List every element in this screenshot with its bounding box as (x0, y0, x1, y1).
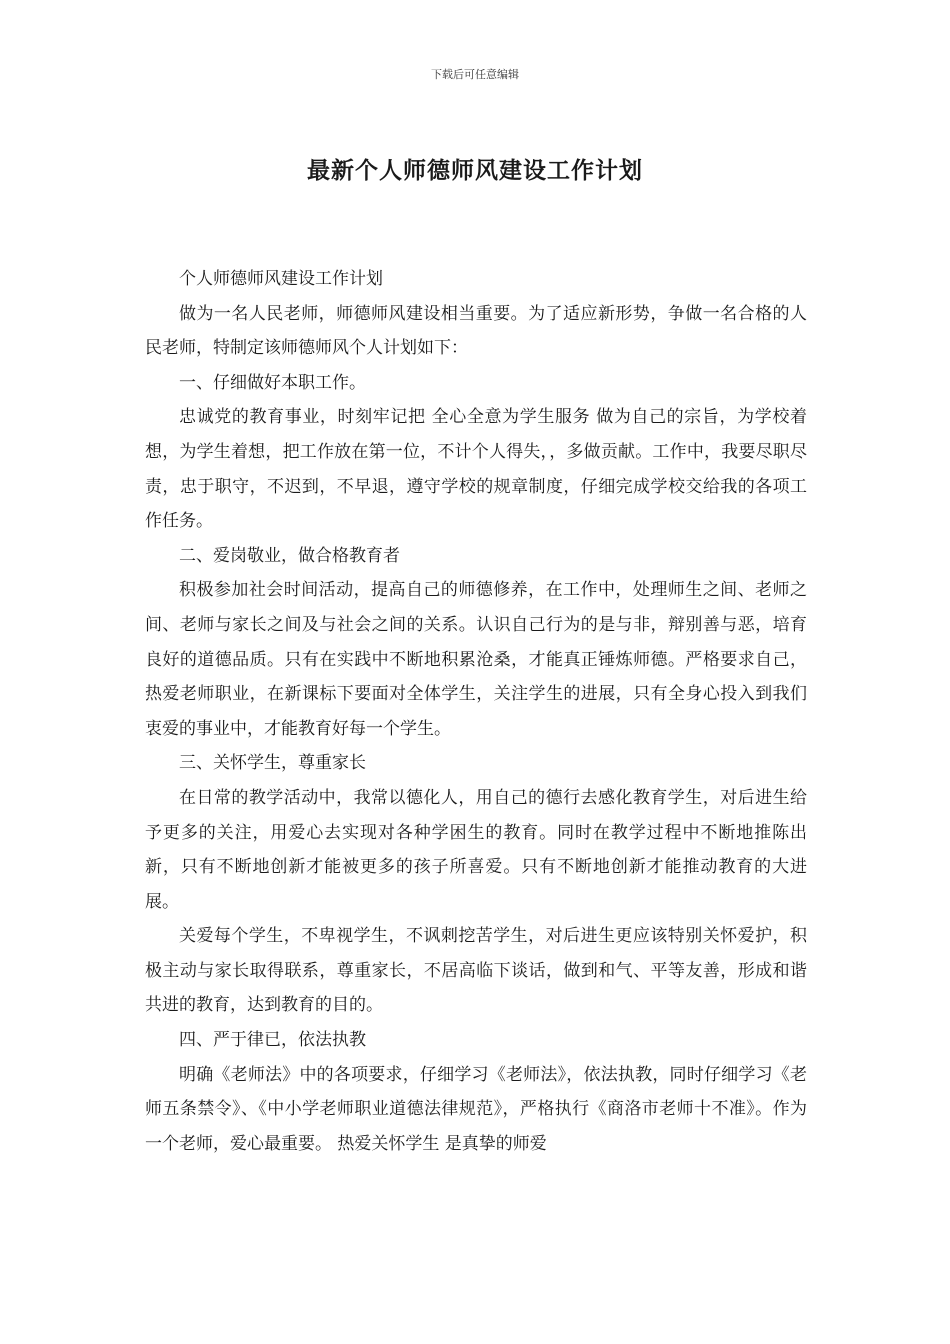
document-title: 最新个人师德师风建设工作计划 (307, 157, 643, 184)
header-note: 下载后可任意编辑 (431, 68, 519, 81)
document-body (145, 262, 807, 1161)
paragraph-intro: 做为一名人民老师，师德师风建设相当重要。为了适应新形势，争做一名合格的人民老师，特制定该师德师风个人计划如下： (145, 303, 807, 359)
paragraph: 积极参加社会时间活动，提高自己的师德修养，在工作中，处理师生之间、老师之间、老师与家长之间及与社会之间的关系。认识自己行为的是与非，辩别善与恶，培育良好的道德品质。只有在实践中不断地积累沧桑，才能真正锤炼师德。严格要求自己，热爱老师职业，在新课标下要面对全体学生，关注学生的进展，只有全身心投入到我们衷爱的事业中，才能教育好每一个学生。 (145, 580, 807, 739)
section-heading-2: 二、爱岗敬业，做合格教育者 (179, 545, 400, 566)
paragraph: 关爱每个学生，不卑视学生，不讽刺挖苦学生，对后进生更应该特别关怀爱护，积极主动与家长取得联系，尊重家长，不居高临下谈话，做到和气、平等友善，形成和谐共进的教育，达到教育的目的。 (145, 926, 807, 1016)
paragraph-subtitle: 个人师德师风建设工作计划 (179, 269, 383, 289)
section-heading-4: 四、严于律已，依法执教 (179, 1030, 366, 1051)
paragraph: 在日常的教学活动中，我常以德化人，用自己的德行去感化教育学生，对后进生给予更多的关注，用爱心去实现对各种学困生的教育。同时在教学过程中不断地推陈出新，只有不断地创新才能被更多的孩子所喜爱。只有不断地创新才能推动教育的大进展。 (145, 787, 807, 912)
section-heading-3: 三、关怀学生，尊重家长 (179, 753, 366, 774)
paragraph: 忠诚党的教育事业，时刻牢记把 全心全意为学生服务 做为自己的宗旨，为学校着想，为学生着想，把工作放在第一位，不计个人得失，，多做贡献。工作中，我要尽职尽责，忠于职守，不迟到，不早退，遵守学校的规章制度，仔细完成学校交给我的各项工作任务。 (145, 407, 807, 532)
paragraph: 明确《老师法》中的各项要求，仔细学习《老师法》，依法执教，同时仔细学习《老师五条禁令》、《中小学老师职业道德法律规范》，严格执行《商洛市老师十不准》。作为一个老师，爱心最重要。 热爱关怀学生 是真挚的师爱 (145, 1064, 807, 1154)
section-heading-1: 一、仔细做好本职工作。 (179, 372, 366, 393)
